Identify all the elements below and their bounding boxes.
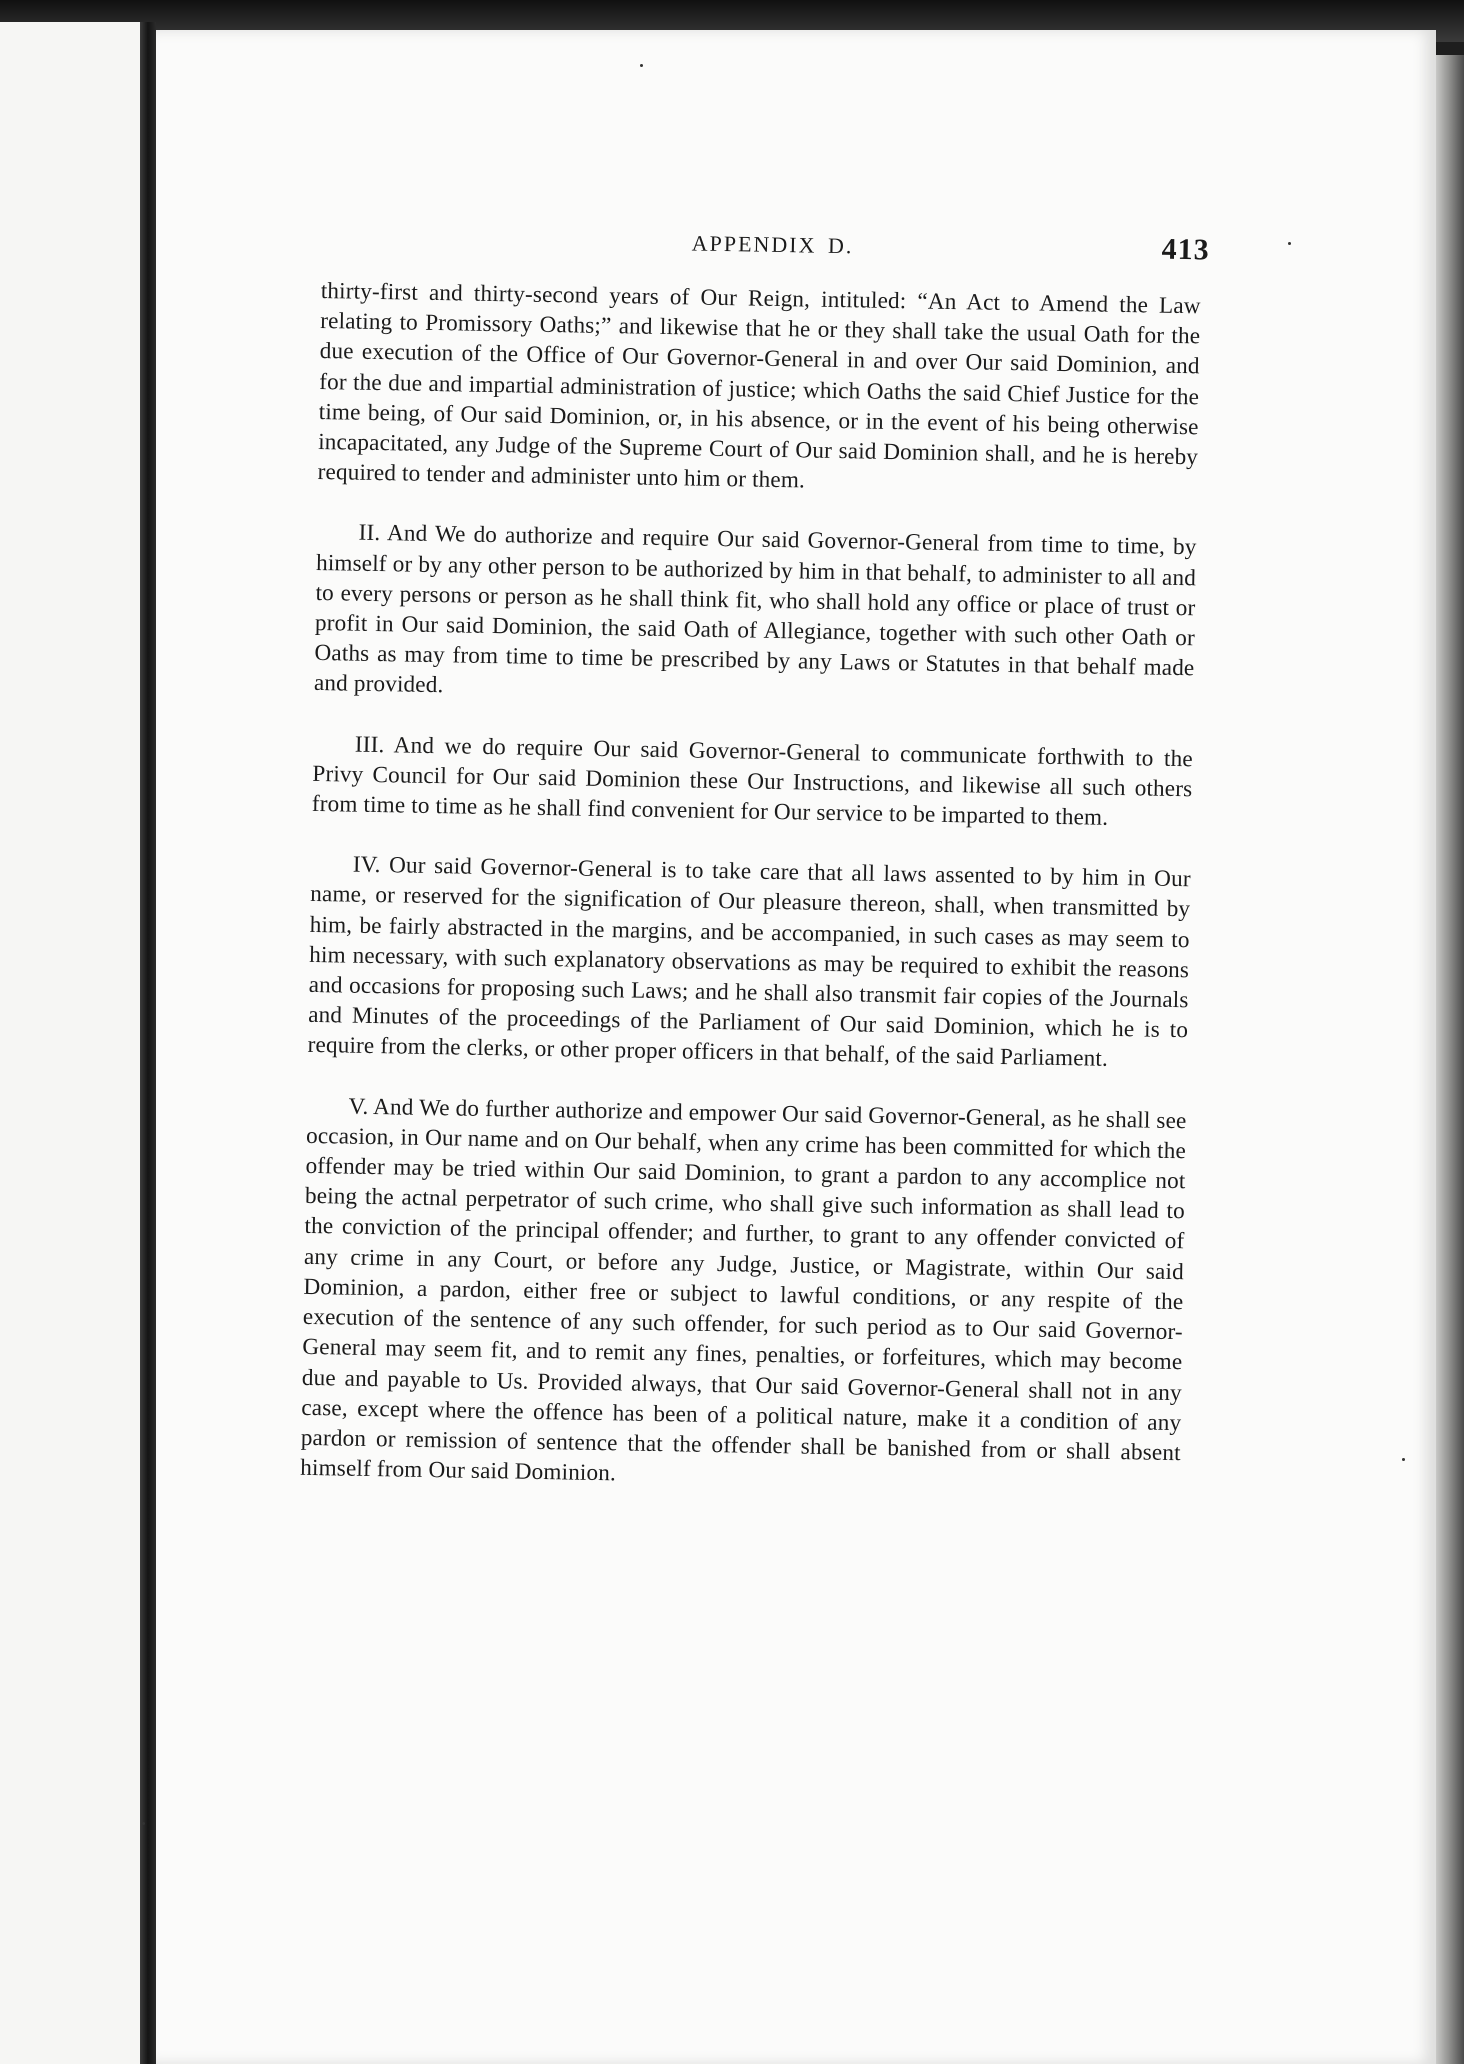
dust-speck xyxy=(142,1822,145,1825)
running-head: APPENDIX D. xyxy=(691,230,854,259)
page-stack-edge xyxy=(1436,55,1464,2064)
dust-speck xyxy=(1402,1458,1405,1461)
paragraph-v: V. And We do further authorize and empower Our said Governor-General, as he shall see occasion, in Our name and on Our behalf, when any crime has been committed for which the offender may be tried within Our said Dominion, to grant a pardon to any accomplice not being the actnal perpetrator of such crime, who shall give such information as shall lead to the conviction of the principal offender; and further, to grant to any offender convicted of any crime in any Court, or before any Judge, Justice, or Magistrate, within Our said Dominion, a pardon, either free or subject to lawful conditions, or any respite of the execution of the sentence of any such offender, for such period as to Our said Governor-General may seem fit, and to remit any fines, penalties, or forfeitures, which may become due and payable to Us. Provided always, that Our said Governor-General shall not in any case, except where the offence has been of a political nature, make it a condition of any pardon or remission of sentence that the offender shall be banished from or shall absent himself from Our said Dominion. xyxy=(300,1093,1187,1487)
dust-speck xyxy=(640,64,643,67)
dust-speck xyxy=(1288,242,1291,245)
page-number: 413 xyxy=(1161,232,1210,267)
left-page-edge xyxy=(0,22,142,2064)
page-text-block xyxy=(299,224,1210,1528)
book-gutter xyxy=(140,22,156,2064)
paragraph-iv: IV. Our said Governor-General is to take care that all laws assented to by him in Our name, or reserved for the signification of Our pleasure thereon, shall, when transmitted by him, be fairly abstracted in the margins, and be accompanied, in such cases as may seem to him necessary, with such explanatory observations as may be required to exhibit the reasons and occasions for proposing such Laws; and he shall also transmit fair copies of the Journals and Minutes of the proceedings of the Parliament of Our said Dominion, which he is to require from the clerks, or other proper officers in that behalf, of the said Parliament. xyxy=(307,851,1191,1073)
paragraph-ii: II. And We do authorize and require Our said Governor-General from time to time, by himself or by any other person to be authorized by him in that behalf, to administer to all and to every persons or person as he shall think fit, who shall hold any office or place of trust or profit in Our said Dominion, the said Oath of Allegiance, together with such other Oath or Oaths as may from time to time be prescribed by any Laws or Statutes in that behalf made and provided. xyxy=(313,520,1197,699)
paragraph-iii: III. And we do require Our said Governor-General to communicate forthwith to the Privy Council for Our said Dominion these Our Instructions, and likewise all such others from time to time as he shall find convenient for Our service to be imparted to them. xyxy=(311,731,1194,831)
paragraph-continuation: thirty-first and thirty-second years of Our Reign, intituled: “An Act to Amend the Law relating to Promissory Oaths;” and likewise that he or they shall take the usual Oath for the due execution of the Office of Our Governor-General in and over Our said Dominion, and for the due and impartial administration of justice; which Oaths the said Chief Justice for the time being, of Our said Dominion, or, in his absence, or in the event of his being otherwise incapacitated, any Judge of the Supreme Court of Our said Dominion shall, and he is hereby required to tender and administer unto him or them. xyxy=(317,277,1201,494)
